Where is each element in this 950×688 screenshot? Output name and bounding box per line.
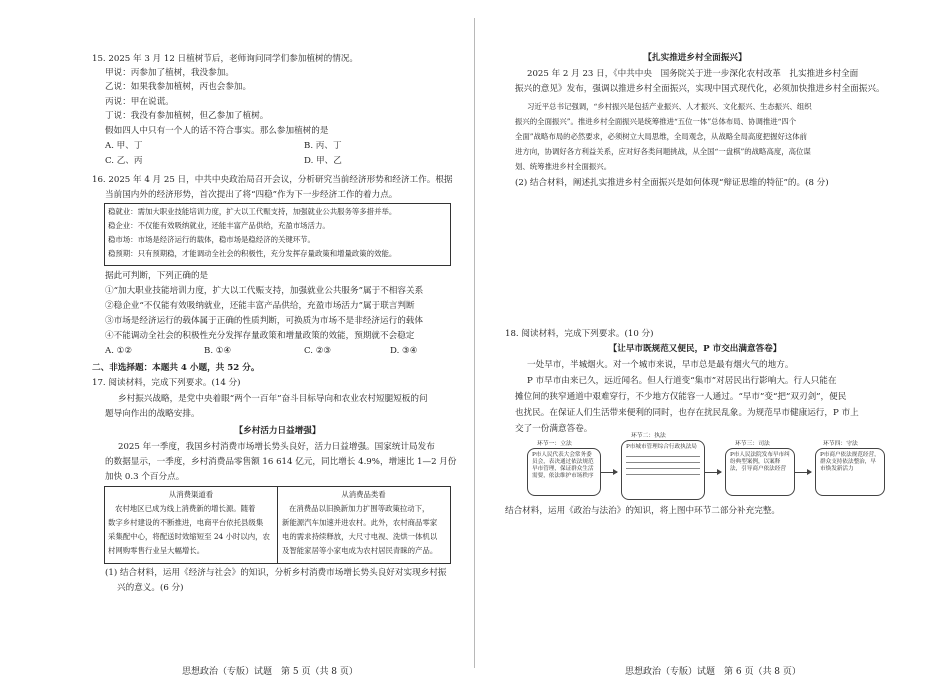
flow-step3-box bbox=[725, 448, 795, 496]
right-page bbox=[475, 0, 950, 688]
section-two-heading: 二、非选择题：本题共 4 小题，共 52 分。 bbox=[92, 363, 260, 373]
flow-step3-text: P市人民法院发布早市纠纷典型案例，以案释法，引导商户依法经营 bbox=[730, 452, 790, 472]
q15-option-c[interactable]: C. 乙、丙 bbox=[105, 156, 143, 166]
right-para-line1: 2025 年 2 月 23 日，《中共中央 国务院关于进一步深化农村改革 扎实推进乡村全面 bbox=[527, 69, 859, 79]
col-right-line3: 电的需求持续释放，大尺寸电视、洗烘一体机以 bbox=[282, 532, 438, 541]
q16-option-d[interactable]: D. ③④ bbox=[390, 346, 418, 356]
q17-intro-line1: 乡村振兴战略，是党中央着眼“两个一百年”奋斗目标导向和农业农村短腿短板的问 bbox=[118, 394, 428, 404]
q16-box-line1: 稳就业：需加大职业技能培训力度，扩大以工代赈支持，加强就业公共服务等多措并举。 bbox=[108, 207, 397, 216]
q16-option-b[interactable]: B. ①④ bbox=[204, 346, 232, 356]
q16-stem-line2: 当前国内外的经济形势，首次提出了将“四稳”作为下一步经济工作的着力点。 bbox=[105, 190, 398, 200]
q17-sub1-line1: (1) 结合材料，运用《经济与社会》的知识，分析乡村消费市场增长势头良好对实现乡村振 bbox=[105, 568, 447, 578]
q15-jia: 甲说：丙参加了植树，我没参加。 bbox=[105, 68, 234, 78]
q17-sub2: (2) 结合材料，阐述扎实推进乡村全面振兴是如何体现“辩证思维的特征”的。(8 分) bbox=[515, 178, 829, 188]
flow-step2-box[interactable] bbox=[621, 440, 705, 500]
col-left-line3: 采集配中心，将配送时效缩短至 24 小时以内，农 bbox=[108, 532, 270, 541]
right-para-line4: 振兴的全面振兴”。推进乡村全面振兴是统筹推进“五位一体”总体布局、协调推进“四个 bbox=[515, 117, 797, 126]
flow-step2-answer-lines[interactable] bbox=[626, 456, 700, 475]
q17-para-line3: 加快 0.3 个百分点。 bbox=[105, 472, 185, 482]
flow-step1-text: P市人民代表大会常务委员会，表决通过依法规范早市管理，保证群众生活需要，依法维护市场秩序 bbox=[532, 452, 594, 479]
q16-box-line2: 稳企业：不仅能有效吸纳就业，还能丰富产品供给，充盈市场活力。 bbox=[108, 221, 330, 230]
q18-stem: 18. 阅读材料，完成下列要求。(10 分) bbox=[505, 329, 654, 339]
col-right-line4: 及智能家居等小家电成为农村居民青睐的产品。 bbox=[282, 546, 438, 555]
q16-option-c[interactable]: C. ②③ bbox=[304, 346, 332, 356]
flow-arrow-2 bbox=[705, 472, 721, 473]
q18-heading: 【让早市既规范又便民，P 市交出满意答卷】 bbox=[608, 344, 782, 354]
col-left-line4: 村网购零售行业呈大幅增长。 bbox=[108, 546, 205, 555]
q15-ding: 丁说：我没有参加植树，但乙参加了植树。 bbox=[105, 111, 269, 121]
q15-stem: 15. 2025 年 3 月 12 日植树节后，老师询问同学们参加植树的情况。 bbox=[92, 54, 358, 64]
flow-step2-heading: P市城市管理综合行政执法局 bbox=[626, 444, 697, 450]
q16-statement-2: ②稳企业“不仅能有效吸纳就业，还能丰富产品供给，充盈市场活力”属于联言判断 bbox=[105, 301, 415, 311]
flow-step3-label: 环节三：司法 bbox=[733, 438, 772, 447]
flow-step4-box bbox=[815, 448, 885, 496]
q18-material-line3: 摊位间的狭窄通道中艰难穿行，不少地方仅能容一人通过。“早市”变“把”双刃剑”，便民 bbox=[515, 392, 847, 402]
q15-option-b[interactable]: B. 丙、丁 bbox=[304, 141, 342, 151]
right-para-line2: 振兴的意见》发布，强调以推进乡村全面振兴，实现中国式现代化，必须加快推进乡村全面振兴。 bbox=[515, 84, 885, 94]
q16-statement-4: ④不能调动全社会的积极性充分发挥存量政策和增量政策的效能，预期就不会稳定 bbox=[105, 331, 415, 341]
right-para-line6: 进方向，协调好各方利益关系，应对好各类问题挑战，从全国“一盘棋”的战略高度，高位谋 bbox=[515, 147, 811, 156]
q16-box-line3: 稳市场：市场是经济运行的载体，稳市场是稳经济的关键环节。 bbox=[108, 235, 315, 244]
q18-material-line4: 也扰民。在保证人们生活带来便利的同时，也存在扰民乱象。为规范早市健康运行，P 市上 bbox=[515, 408, 859, 418]
col-left-line2: 数字乡村建设的不断推进，电商平台依托县级集 bbox=[108, 518, 264, 527]
col-left-title: 从消费渠道看 bbox=[168, 490, 214, 499]
col-right-title: 从消费品类看 bbox=[341, 490, 386, 499]
q17-material-heading: 【乡村活力日益增强】 bbox=[234, 426, 321, 436]
left-footer: 思想政治（专版）试题 第 5 页（共 8 页） bbox=[182, 667, 358, 677]
col-right-line2: 新能源汽车加速并进农村。此外，农村商品零家 bbox=[282, 518, 438, 527]
right-footer: 思想政治（专版）试题 第 6 页（共 8 页） bbox=[625, 667, 801, 677]
q18-material-line5: 交了一份满意答卷。 bbox=[515, 424, 593, 434]
q17-stem: 17. 阅读材料，完成下列要求。(14 分) bbox=[92, 378, 241, 388]
flow-step4-label: 环节四：守法 bbox=[821, 438, 860, 447]
right-para-line5: 全面”战略布局的必然要求，必须树立大局思维，全局观念，从战略全局高度把握好这体前 bbox=[515, 132, 808, 141]
flow-arrow-3 bbox=[795, 472, 811, 473]
q16-option-a[interactable]: A. ①② bbox=[105, 346, 133, 356]
right-material-heading: 【扎实推进乡村全面振兴】 bbox=[643, 53, 747, 63]
q18-material-line1: 一处早市，半城烟火。对一个城市来说，早市总是最有烟火气的地方。 bbox=[527, 360, 794, 370]
col-right-line1: 在消费品以旧换新加力扩围等政策拉动下， bbox=[289, 504, 430, 513]
right-para-line7: 划、统筹推进乡村全面振兴。 bbox=[515, 162, 612, 171]
q17-intro-line2: 题导向作出的战略安排。 bbox=[105, 409, 200, 419]
flow-step4-text: P市商户依法规范经营，群众支持依法整治，早市焕发新活力 bbox=[820, 452, 880, 472]
q15-bing: 丙说：甲在说谎。 bbox=[105, 97, 174, 107]
right-para-line3: 习近平总书记强调，“乡村振兴是包括产业振兴、人才振兴、文化振兴、生态振兴、组织 bbox=[527, 102, 812, 111]
q18-material-line2: P 市早市由来已久，远近闻名。但人行道变“集市”对居民出行影响大。行人只能在 bbox=[527, 376, 837, 386]
col-left-line1: 农村地区已成为线上消费新的增长源。随着 bbox=[115, 504, 256, 513]
q15-option-a[interactable]: A. 甲、丁 bbox=[105, 141, 143, 151]
q16-stem-line1: 16. 2025 年 4 月 25 日，中共中央政治局召开会议，分析研究当前经济形势和经济工作。根据 bbox=[92, 175, 453, 185]
flow-step2-label: 环节二：执法 bbox=[629, 430, 668, 439]
q16-statement-1: ①“加大职业技能培训力度，扩大以工代赈支持，加强就业公共服务”属于不相容关系 bbox=[105, 286, 424, 296]
q15-option-d[interactable]: D. 甲、乙 bbox=[304, 156, 342, 166]
flow-step1-box bbox=[527, 448, 601, 496]
q15-ask: 假如四人中只有一个人的话不符合事实。那么参加植树的是 bbox=[105, 126, 329, 136]
flow-arrow-1 bbox=[601, 472, 617, 473]
q17-para-line1: 2025 年一季度，我国乡村消费市场增长势头良好，活力日益增强。国家统计局发布 bbox=[118, 442, 435, 452]
q16-ask: 据此可判断，下列正确的是 bbox=[105, 271, 209, 281]
q16-statement-3: ③市场是经济运行的载体属于正确的性质判断，可换质为市场不是非经济运行的载体 bbox=[105, 316, 423, 326]
q17-para-line2: 的数据显示，一季度，乡村消费品零售额 16 614 亿元，同比增长 4.9%，增速比 1—2 月份 bbox=[105, 457, 457, 467]
q17-sub1-line2: 兴的意义。(6 分) bbox=[117, 583, 184, 593]
q16-box-line4: 稳预期：只有预期稳，才能调动全社会的积极性，充分发挥存量政策和增量政策的效能。 bbox=[108, 249, 397, 258]
q18-ask: 结合材料，运用《政治与法治》的知识，将上图中环节二部分补充完整。 bbox=[505, 506, 781, 516]
q15-yi: 乙说：如果我参加植树，丙也会参加。 bbox=[105, 82, 252, 92]
flow-step1-label: 环节一：立法 bbox=[535, 438, 574, 447]
